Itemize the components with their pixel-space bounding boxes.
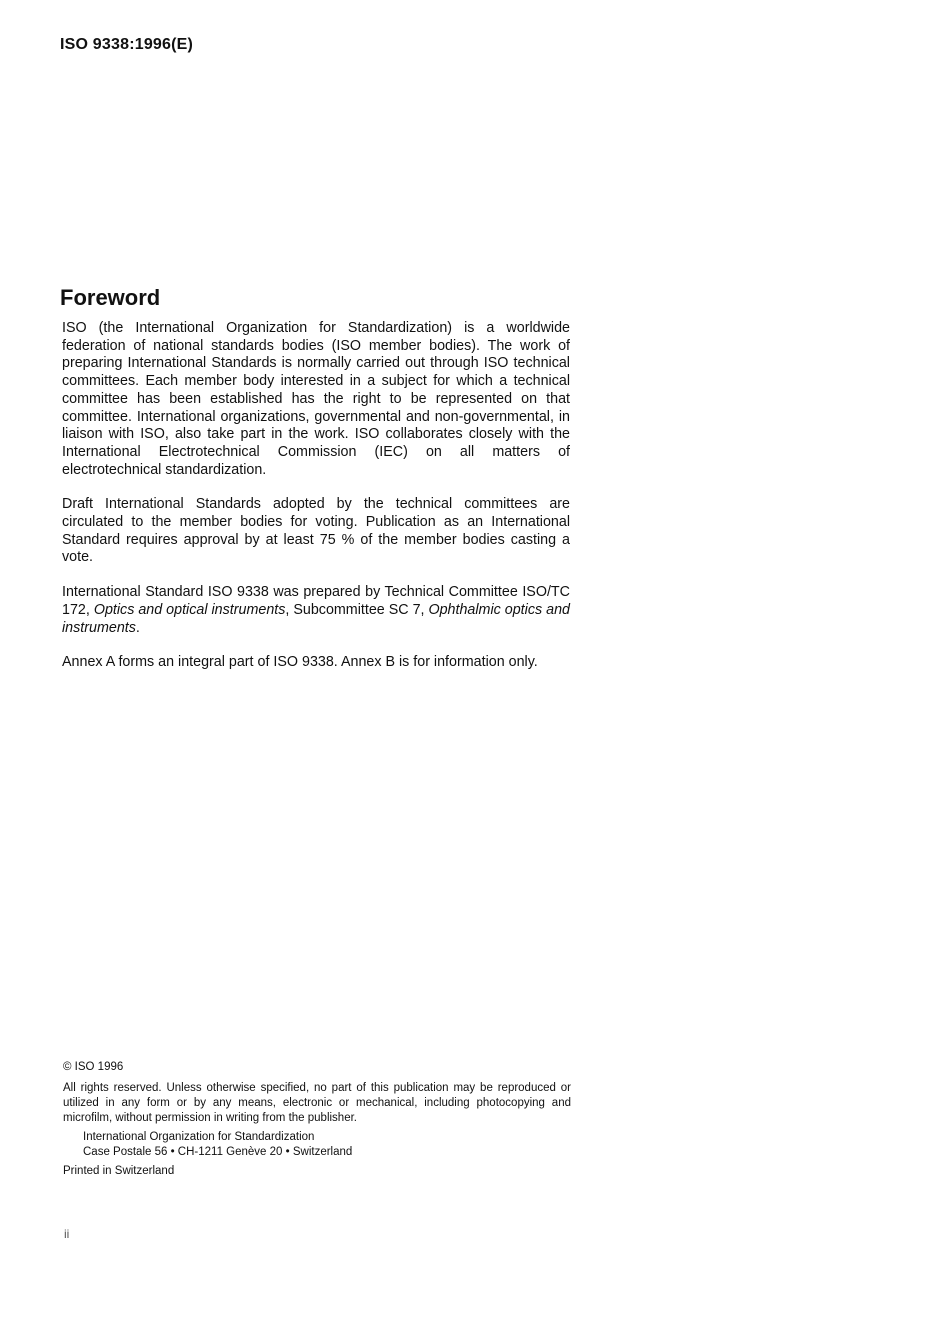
p3-end: . [135,619,140,636]
p3-lead: International Standard ISO 9338 was prepared by Technical Committee ISO/TC 172, [62,584,570,618]
foreword-paragraph-3 [62,584,570,637]
publisher-address [83,1130,571,1160]
sc-title: Ophthalmic optics and instruments [62,601,570,636]
foreword-paragraph-2: Draft International Standards adopted by the technical committees are circulated to the member bodies for voting. Publication as an International Standard requires approval by at least 75 % of the member bodies casting a vote. [62,496,570,566]
p3-middle: , Subcommittee SC 7, [285,601,429,618]
foreword-paragraph-1: ISO (the International Organization for Standardization) is a worldwide federation of national standards bodies (ISO member bodies). The work of preparing International Standards is normally carried out through ISO technical committees. Each member body interested in a subject for which a technical committee has been established has the right to be represented on that committee. International organizations, governmental and non-governmental, in liaison with ISO, also take part in the work. ISO collaborates closely with the International Electrotechnical Commission (IEC) on all matters of electrotechnical standardization. [62,320,570,478]
publisher-name: International Organization for Standardization [83,1131,315,1143]
copyright-footer [63,1060,571,1179]
printed-in: Printed in Switzerland [63,1165,175,1177]
foreword-body [62,320,570,689]
document-id: ISO 9338:1996(E) [60,36,194,53]
foreword-paragraph-4: Annex A forms an integral part of ISO 9338. Annex B is for information only. [62,654,538,671]
foreword-heading: Foreword [60,284,161,310]
copyright-notice: © ISO 1996 [63,1061,124,1073]
tc-title: Optics and optical instruments [93,601,286,618]
rights-statement: All rights reserved. Unless otherwise specified, no part of this publication may be reproduced or utilized in any form or by any means, electronic or mechanical, including photocopying and microfilm, without permission in writing from the publisher. [63,1082,571,1124]
publisher-postal-address: Case Postale 56 • CH-1211 Genève 20 • Switzerland [83,1146,353,1158]
page-number: ii [64,1227,70,1241]
